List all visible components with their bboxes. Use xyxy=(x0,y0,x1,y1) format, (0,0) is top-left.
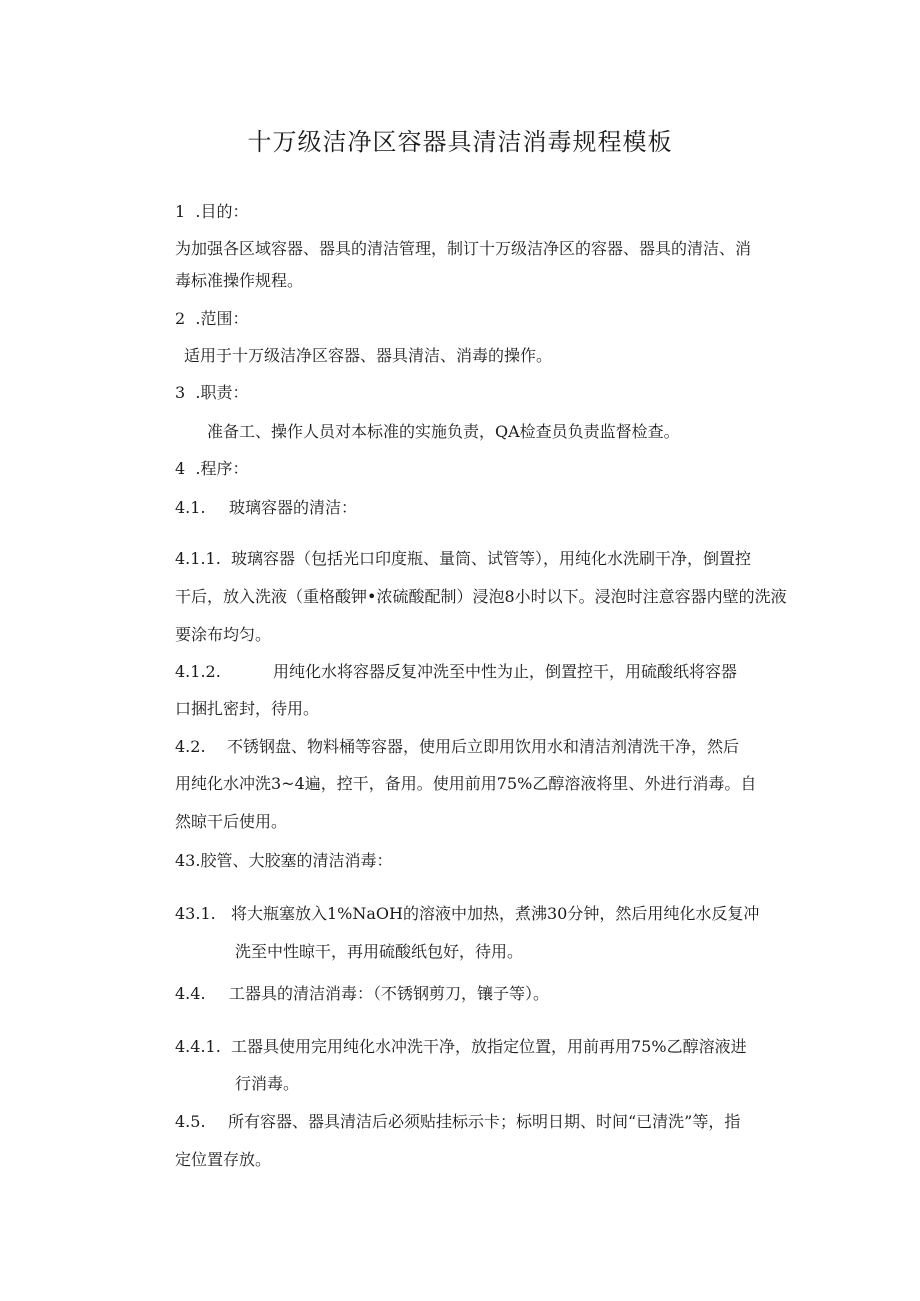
clause-number: 4.1.1. xyxy=(175,549,221,568)
clause-number: 4.4. xyxy=(175,984,206,1003)
clause-4-1-1-line-3: 要涂布均匀。 xyxy=(175,625,272,644)
clause-4-3-1-line-2: 洗至中性晾干，再用硫酸纸包好，待用。 xyxy=(235,942,524,961)
clause-4-5-line-1 xyxy=(175,1111,740,1133)
clause-4-4 xyxy=(175,983,549,1005)
section-duty-heading: 3 .职责： xyxy=(175,383,249,402)
clause-text: 工器具的清洁消毒：（不锈钢剪刀，镶子等）。 xyxy=(229,984,550,1003)
clause-4-2-line-1 xyxy=(175,736,739,758)
clause-4-3: 43.胶管、大胶塞的清洁消毒： xyxy=(175,851,393,870)
clause-text: 所有容器、器具清洁后必须贴挂标示卡；标明日期、时间“已清洗”等，指 xyxy=(228,1112,741,1131)
clause-4-3-1-line-1 xyxy=(175,903,759,925)
clause-4-1-1-line-1 xyxy=(175,548,751,570)
clause-text: 用纯化水将容器反复冲洗至中性为止，倒置控干，用硫酸纸将容器 xyxy=(273,662,738,681)
scope-text-line-1: 适用于十万级洁净区容器、器具清洁、消毒的操作。 xyxy=(184,346,553,365)
clause-4-2-line-3: 然晾干后使用。 xyxy=(175,812,288,831)
clause-number: 4.1. xyxy=(175,498,206,517)
purpose-text-line-2: 毒标准操作规程。 xyxy=(175,271,304,290)
clause-4-1 xyxy=(175,497,357,519)
clause-4-2-line-2: 用纯化水冲洗3~4遍，控干，备用。使用前用75%乙醇溶液将里、外进行消毒。自 xyxy=(175,774,757,793)
clause-number: 4.5. xyxy=(175,1112,206,1131)
duty-text-line-1: 准备工、操作人员对本标准的实施负责，QA检查员负责监督检查。 xyxy=(207,422,680,441)
clause-text: 不锈钢盘、物料桶等容器，使用后立即用饮用水和清洁剂清洗干净，然后 xyxy=(227,737,740,756)
clause-text: 玻璃容器（包括光口印度瓶、量筒、试管等），用纯化水洗刷干净，倒置控 xyxy=(231,549,752,568)
clause-text: 工器具使用完用纯化水冲洗干净，放指定位置，用前再用75%乙醇溶液进 xyxy=(231,1037,747,1056)
clause-4-1-2-line-1 xyxy=(175,661,737,683)
page-title: 十万级洁净区容器具清洁消毒规程模板 xyxy=(247,128,673,156)
clause-text: 玻璃容器的清洁： xyxy=(229,498,358,517)
section-scope-heading: 2 .范围： xyxy=(175,309,249,328)
section-procedure-heading: 4 .程序： xyxy=(175,459,249,478)
section-purpose-heading: 1 .目的： xyxy=(175,202,249,221)
clause-4-5-line-2: 定位置存放。 xyxy=(175,1150,272,1169)
clause-number: 4.2. xyxy=(175,737,206,756)
clause-number: 4.4.1. xyxy=(175,1037,221,1056)
clause-4-1-2-line-2: 口捆扎密封，待用。 xyxy=(175,699,320,718)
purpose-text-line-1: 为加强各区域容器、器具的清洁管理，制订十万级洁净区的容器、器具的清洁、消 xyxy=(175,239,752,258)
clause-4-4-1-line-1 xyxy=(175,1036,747,1058)
clause-4-1-1-line-2: 干后，放入洗液（重格酸钾•浓硫酸配制）浸泡8小时以下。浸泡时注意容器内壁的洗液 xyxy=(175,587,787,606)
clause-number: 43.1. xyxy=(175,904,216,923)
clause-number: 4.1.2. xyxy=(175,662,221,681)
clause-4-4-1-line-2: 行消毒。 xyxy=(235,1074,300,1093)
clause-text: 将大瓶塞放入1%NaOH的溶液中加热，煮沸30分钟，然后用纯化水反复冲 xyxy=(231,904,760,923)
